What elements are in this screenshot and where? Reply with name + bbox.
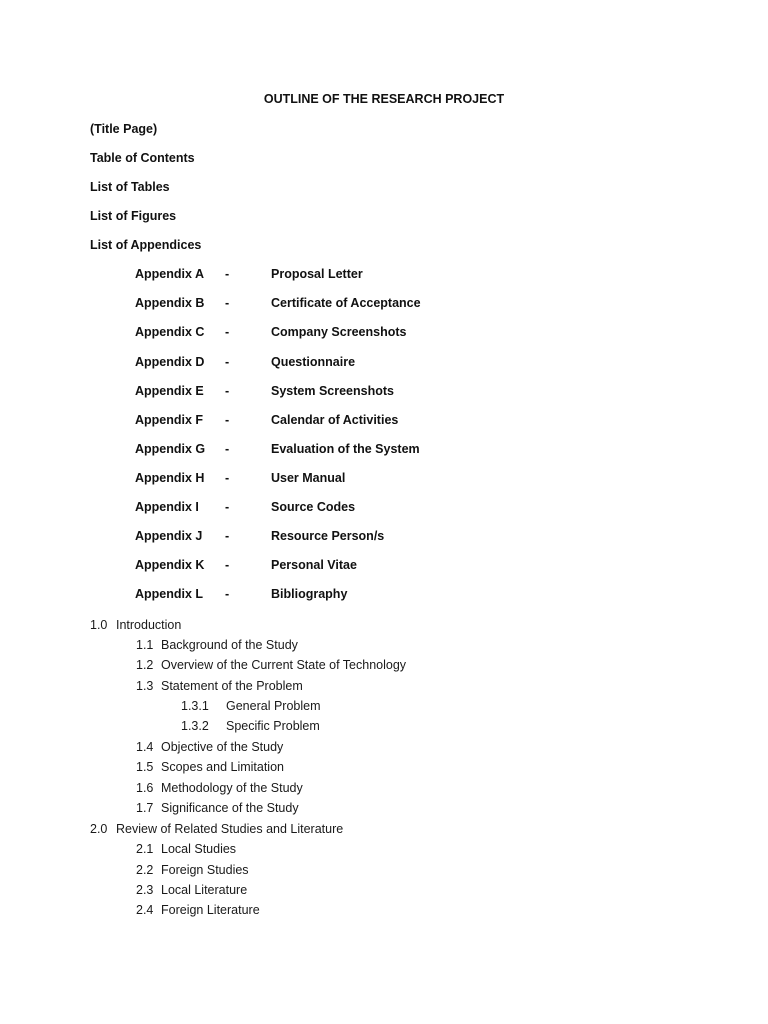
outline-item-2-1 [0,842,768,860]
outline-text: Overview of the Current State of Technology [161,658,407,672]
appendix-dash: - [225,384,230,398]
outline-number: 1.5 [136,760,154,774]
outline-number: 1.7 [136,801,154,815]
outline-text: Specific Problem [226,719,320,733]
outline-item-2-0 [0,822,768,840]
outline-text: Background of the Study [161,638,298,652]
appendix-dash: - [225,529,230,543]
outline-number: 1.3.1 [181,699,209,713]
outline-number: 1.6 [136,781,154,795]
appendix-row-j [0,529,768,547]
outline-item-1-1 [0,638,768,656]
outline-text: Foreign Studies [161,863,249,877]
outline-item-1-0 [0,618,768,636]
appendix-dash: - [225,267,230,281]
appendix-dash: - [225,413,230,427]
appendix-title: Certificate of Acceptance [271,296,421,310]
outline-text: Local Literature [161,883,248,897]
appendix-label: Appendix H [135,471,205,485]
outline-number: 1.2 [136,658,154,672]
appendix-row-i [0,500,768,518]
appendix-label: Appendix G [135,442,206,456]
outline-item-1-3 [0,679,768,697]
appendix-row-e [0,384,768,402]
appendix-dash: - [225,442,230,456]
appendix-label: Appendix E [135,384,204,398]
outline-item-1-3-1 [0,699,768,717]
appendix-title: Company Screenshots [271,325,407,339]
front-matter-list-of-appendices: List of Appendices [90,238,202,252]
outline-item-1-2 [0,658,768,676]
appendix-label: Appendix J [135,529,203,543]
outline-number: 1.3.2 [181,719,209,733]
appendix-title: Proposal Letter [271,267,363,281]
appendix-row-c [0,325,768,343]
appendix-label: Appendix B [135,296,205,310]
outline-text: General Problem [226,699,321,713]
outline-number: 2.0 [90,822,108,836]
outline-text: Methodology of the Study [161,781,303,795]
appendix-label: Appendix D [135,355,205,369]
appendix-title: Evaluation of the System [271,442,420,456]
outline-text: Local Studies [161,842,237,856]
outline-text: Objective of the Study [161,740,284,754]
appendix-label: Appendix A [135,267,204,281]
outline-item-2-3 [0,883,768,901]
appendix-row-d [0,355,768,373]
appendix-title: User Manual [271,471,346,485]
front-matter-list-of-figures: List of Figures [90,209,177,223]
outline-text: Review of Related Studies and Literature [116,822,344,836]
outline-text: Introduction [116,618,182,632]
appendix-title: Source Codes [271,500,356,514]
appendix-row-k [0,558,768,576]
appendix-title: Personal Vitae [271,558,357,572]
appendix-dash: - [225,471,230,485]
appendix-row-g [0,442,768,460]
appendix-dash: - [225,558,230,572]
outline-number: 1.1 [136,638,154,652]
outline-number: 2.1 [136,842,154,856]
outline-number: 1.4 [136,740,154,754]
front-matter-title-page: (Title Page) [90,122,158,136]
appendix-title: Bibliography [271,587,348,601]
outline-item-1-7 [0,801,768,819]
outline-item-1-3-2 [0,719,768,737]
outline-item-2-4 [0,903,768,921]
front-matter-table-of-contents: Table of Contents [90,151,195,165]
appendix-title: Questionnaire [271,355,356,369]
front-matter-list-of-tables: List of Tables [90,180,170,194]
appendix-label: Appendix L [135,587,204,601]
appendix-title: Resource Person/s [271,529,385,543]
appendix-dash: - [225,500,230,514]
appendix-dash: - [225,355,230,369]
appendix-row-h [0,471,768,489]
appendix-dash: - [225,587,230,601]
appendix-title: Calendar of Activities [271,413,399,427]
appendix-dash: - [225,325,230,339]
appendix-row-l [0,587,768,605]
outline-number: 2.4 [136,903,154,917]
outline-number: 2.2 [136,863,154,877]
appendix-label: Appendix F [135,413,204,427]
appendix-title: System Screenshots [271,384,394,398]
document-title: OUTLINE OF THE RESEARCH PROJECT [263,92,505,106]
appendix-row-f [0,413,768,431]
outline-item-1-4 [0,740,768,758]
outline-item-2-2 [0,863,768,881]
outline-text: Significance of the Study [161,801,299,815]
outline-item-1-6 [0,781,768,799]
outline-text: Scopes and Limitation [161,760,284,774]
outline-number: 2.3 [136,883,154,897]
appendix-label: Appendix C [135,325,205,339]
appendix-row-a [0,267,768,285]
outline-number: 1.3 [136,679,154,693]
outline-number: 1.0 [90,618,108,632]
outline-item-1-5 [0,760,768,778]
appendix-label: Appendix I [135,500,199,514]
appendix-row-b [0,296,768,314]
outline-text: Foreign Literature [161,903,260,917]
outline-text: Statement of the Problem [161,679,303,693]
appendix-label: Appendix K [135,558,205,572]
appendix-dash: - [225,296,230,310]
